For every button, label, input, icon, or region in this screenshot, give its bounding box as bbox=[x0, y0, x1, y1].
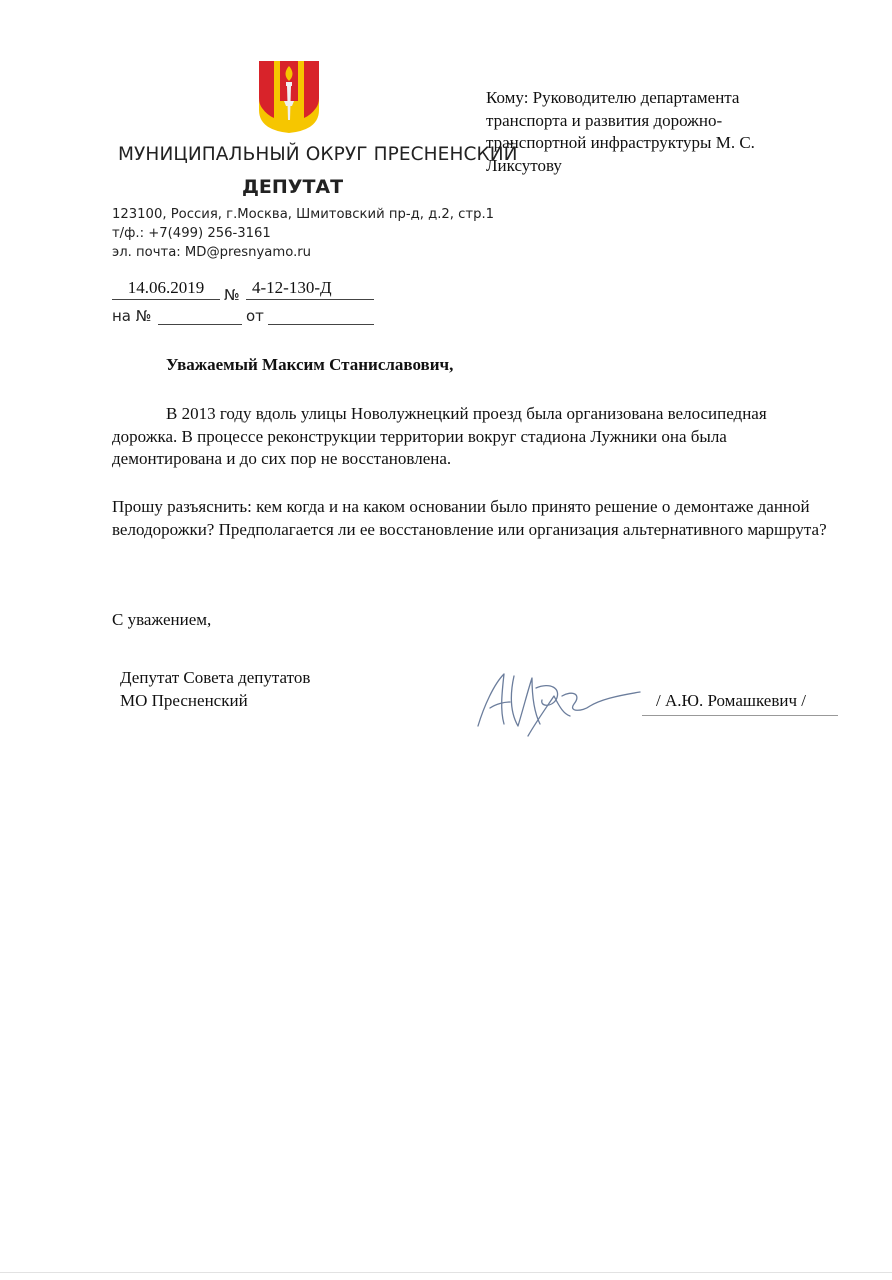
signer-title-line-1: Депутат Совета депутатов bbox=[120, 668, 311, 687]
reference-number-label: на № bbox=[112, 307, 152, 325]
reference-number-blank bbox=[158, 324, 242, 325]
signer-title-line-2: МО Пресненский bbox=[120, 691, 248, 710]
reference-date-label: от bbox=[246, 307, 264, 325]
org-phone: т/ф.: +7(499) 256-3161 bbox=[112, 226, 271, 241]
coat-of-arms-torch-icon bbox=[258, 60, 320, 134]
position-title: ДЕПУТАТ bbox=[242, 176, 344, 198]
closing: С уважением, bbox=[112, 610, 212, 629]
body-paragraph-1 bbox=[112, 403, 832, 471]
registration-number: 4-12-130-Д bbox=[246, 278, 374, 300]
registration-number-label: № bbox=[224, 286, 240, 304]
signature-line bbox=[642, 715, 838, 716]
signer-name: / А.Ю. Ромашкевич / bbox=[656, 691, 806, 710]
org-name: МУНИЦИПАЛЬНЫЙ ОКРУГ ПРЕСНЕНСКИЙ bbox=[118, 144, 518, 165]
body-paragraph-1-text: В 2013 году вдоль улицы Новолужнецкий проезд была организована велосипедная дорожка. В процессе реконструкции территории вокруг стадиона Лужники она была демонтирована и до сих пор не восстановлена. bbox=[112, 404, 767, 468]
body-paragraph-2: Прошу разъяснить: кем когда и на каком основании было принято решение о демонтаже данной велодорожки? Предполагается ли ее восстановление или организация альтернативного маршрута? bbox=[112, 497, 827, 539]
org-address: 123100, Россия, г.Москва, Шмитовский пр-д, д.2, стр.1 bbox=[112, 207, 495, 222]
reference-date-blank bbox=[268, 324, 374, 325]
handwritten-signature bbox=[470, 666, 650, 746]
registration-date: 14.06.2019 bbox=[112, 278, 220, 300]
addressee: Кому: Руководителю департамента транспорта и развития дорожно-транспортной инфраструктуры М. С. Ликсутову bbox=[486, 88, 755, 175]
salutation: Уважаемый Максим Станиславович, bbox=[166, 355, 454, 374]
page-edge bbox=[0, 1272, 892, 1273]
org-email: эл. почта: MD@presnyamo.ru bbox=[112, 245, 312, 260]
